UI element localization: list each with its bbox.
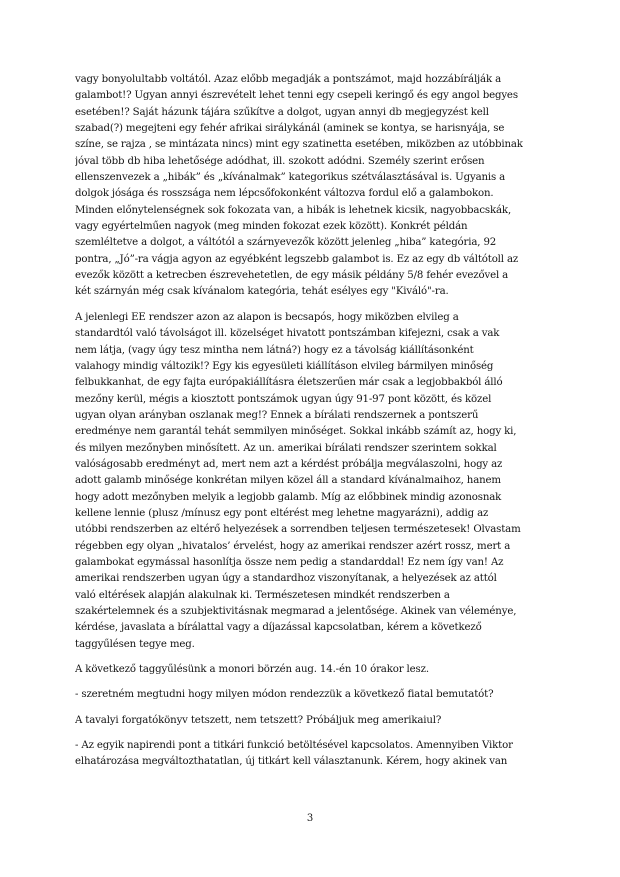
text-line: szabad(?) megejteni egy fehér afrikai sirálykánál (aminek se kontya, se harisnyája, se (75, 123, 505, 135)
text-line: evezők között a ketrecben észrevehetetlen, de egy másik példány 5/8 fehér evezővel a (75, 270, 509, 282)
body-text (75, 72, 550, 780)
text-line: jóval több db hiba lehetősége adódhat, ill. szokott adódni. Személy szerint erősen (75, 155, 485, 167)
text-line: esetében!? Saját házunk tájára szűkítve a dolgot, ugyan annyi db megjegyzést kell (75, 106, 489, 118)
text-line: galambokat egymással hasonlítja össze nem pedig a standarddal! Ez nem így van! Az (75, 556, 504, 568)
text-line: elhatározása megváltozthatatlan, új titkárt kell választanunk. Kérem, hogy akinek van (75, 756, 508, 768)
text-line: vagy bonyolultabb voltától. Azaz előbb megadják a pontszámot, majd hozzábírálják a (75, 74, 502, 85)
text-line: ugyan olyan arányban oszlanak meg!? Ennek a bírálati rendszernek a pontszerű (75, 409, 479, 421)
text-line: mezőny kerül, mégis a kiosztott pontszámok ugyan úgy 91-97 pont között, és közel (75, 393, 492, 405)
text-line: hogy adott mezőnyben melyik a legjobb galamb. Míg az előbbinek mindig azonosnak (75, 491, 502, 503)
text-line: színe, se rajza , se mintázata nincs) mint egy szatinetta esetében, miközben az utóbbinak (75, 139, 523, 151)
paragraph (75, 687, 550, 703)
text-line: ellenszenvezek a „hibák” és „kívánalmak” kategorikus szétválasztásával is. Ugyanis a (75, 172, 506, 184)
text-line: két szárnyán még csak kívánalom kategória, tehát esélyes egy "Kiváló"-ra. (75, 286, 449, 298)
text-line: eredménye nem garantál tehát semmilyen minőséget. Sokkal inkább számít az, hogy ki, (75, 426, 517, 438)
text-line: pontra, „Jó”-ra vágja agyon az egyébként legszebb galambot is. Ez az egy db váltótoll az (75, 253, 519, 265)
text-line: - szeretném megtudni hogy milyen módon rendezzük a következő fiatal bemutatót? (75, 689, 494, 701)
text-line: adott galamb minősége konkrétan milyen közel áll a standard kívánalmaihoz, hanem (75, 475, 501, 487)
text-line: régebben egy olyan „hivatalos’ érvelést, hogy az amerikai rendszer azért rossz, mert a (75, 540, 511, 552)
page-number: 3 (306, 813, 314, 824)
text-line: szemléltetve a dolgot, a váltótól a szárnyevezők között jelenleg „hiba” kategória, 92 (75, 237, 497, 249)
paragraph (75, 72, 550, 301)
text-line: valahogy mindig változik!? Egy kis egyesületi kiállításon elvileg bármilyen minőség (75, 360, 494, 372)
text-line: A tavalyi forgatókönyv tetszett, nem tetszett? Próbáljuk meg amerikaiul? (75, 714, 442, 726)
text-line: Minden előnytelenségnek sok fokozata van, a hibák is lehetnek kicsik, nagyobbacskák, (75, 204, 512, 216)
text-line: utóbbi rendszerben az eltérő helyezések a sorrendben teljesen természetesek! Olvastam (75, 524, 521, 536)
text-line: A jelenlegi EE rendszer azon az alapon is becsapós, hogy miközben elvileg a (75, 311, 459, 323)
text-line: galambot!? Ugyan annyi észrevételt lehet tenni egy csepeli keringő és egy angol begyes (75, 90, 518, 102)
text-line: vagy egyértelműen nagyok (meg minden fokozat ezek között). Konkrét példán (75, 221, 468, 233)
text-line: kérdése, javaslata a bírálattal vagy a díjazással kapcsolatban, kérem a következő (75, 622, 482, 634)
paragraph (75, 738, 550, 771)
text-line: amerikai rendszerben ugyan úgy a standardhoz viszonyítanak, a helyezések az attól (75, 573, 497, 585)
text-line: A következő taggyűlésünk a monori börzén aug. 14.-én 10 órakor lesz. (75, 664, 429, 676)
text-line: taggyűlésen tegye meg. (75, 638, 195, 650)
text-line: valóságosabb eredményt ad, mert nem azt a kérdést próbálja megválaszolni, hogy az (75, 458, 503, 470)
text-line: szakértelemnek és a szubjektivitásnak megmarad a jelentősége. Akinek van véleménye, (75, 606, 517, 617)
text-line: való eltérések alapján alakulnak ki. Természetesen mindkét rendszerben a (75, 589, 450, 601)
text-line: nem látja, (vagy úgy tesz mintha nem látná?) hogy ez a távolság kiállításonként (75, 344, 474, 356)
paragraph (75, 310, 550, 653)
text-line: standardtól való távolságot ill. közelséget hivatott pontszámban kifejezni, csak a vak (75, 328, 500, 340)
paragraph (75, 662, 550, 678)
text-line: dolgok jósága és rosszsága nem lépcsőfokonként változva fordul elő a galambokon. (75, 188, 494, 200)
text-line: és milyen mezőnyben minősített. Az un. amerikai bírálati rendszer szerintem sokkal (75, 442, 497, 454)
text-line: felbukkanhat, de egy fajta európakiállításra életszerűen már csak a legjobbakból álló (75, 377, 503, 389)
text-line: - Az egyik napirendi pont a titkári funkció betöltésével kapcsolatos. Amennyiben Viktor (75, 740, 513, 752)
paragraph (75, 713, 550, 729)
text-line: kellene lennie (plusz /mínusz egy pont eltérést meg lehetne magyarázni), addig az (75, 507, 489, 519)
